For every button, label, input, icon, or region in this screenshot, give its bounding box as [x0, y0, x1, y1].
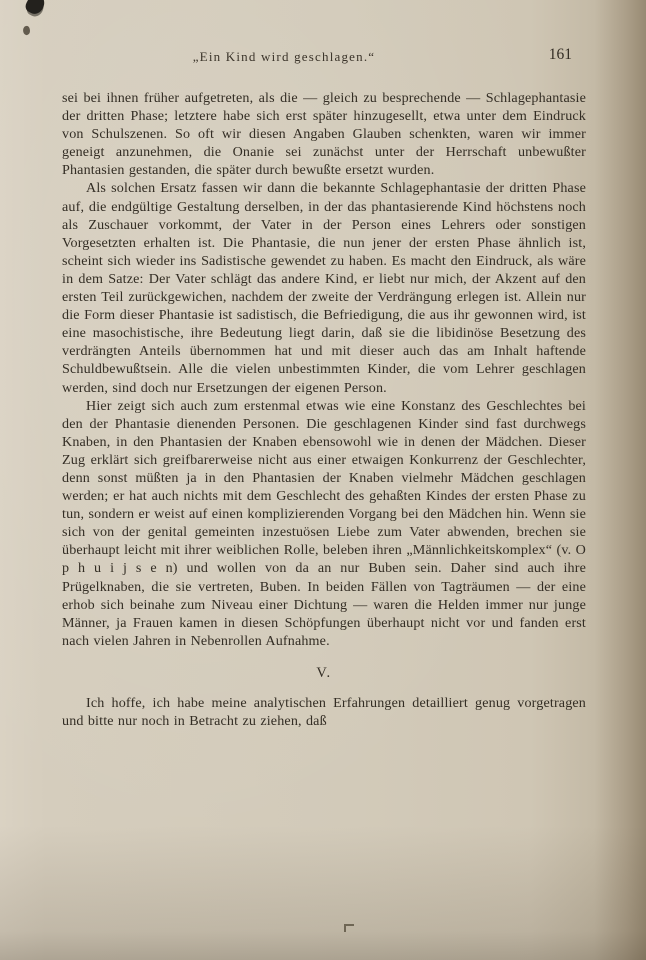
paragraph: Hier zeigt sich auch zum erstenmal etwas wie eine Konstanz des Geschlechtes bei den der Phantasie dienenden Personen. Die geschlagenen Kinder sind fast durchwegs Knaben, in den Phantasien der Knaben ebensowohl wie in denen der Mädchen. Dieser Zug erklärt sich greifbarerweise nicht aus einer etwaigen Konkurrenz der Geschlechter, denn sonst müßten ja in den Phantasien der Knaben vielmehr Mädchen geschlagen werden; er hat auch nichts mit dem Geschlecht des gehaßten Kindes der ersten Phase zu tun, sondern er weist auf einen komplizierenden Vorgang bei den Mädchen hin. Wenn sie sich von der genital gemeinten inzestuösen Liebe zum Vater abwenden, brechen sie überhaupt leicht mit ihrer weiblichen Rolle, beleben ihren „Männlichkeitskomplex“ (v. O p h u i j s e n) und wollen von da an nur Buben sein. Daher sind auch ihre Prügelknaben, die sie vertreten, Buben. In beiden Fällen von Tagträumen — der eine erhob sich beinahe zum Niveau einer Dichtung — waren die Helden immer nur junge Männer, ja Frauen kamen in diesen Schöpfungen überhaupt nicht vor und fanden erst nach vielen Jahren in Nebenrollen Aufnahme.	[62, 397, 586, 649]
paragraph: Ich hoffe, ich habe meine analytischen Erfahrungen detailliert genug vorgetragen und bitte nur noch in Betracht zu ziehen, daß	[62, 695, 586, 730]
section-heading: V.	[316, 664, 332, 681]
paragraph: sei bei ihnen früher aufgetreten, als die — gleich zu besprechende — Schlagephantasie der dritten Phase; letztere habe sich erst später hinzugesellt, etwa unter dem Eindruck von Schulszenen. So oft wir diesen Angaben Glauben schenkten, waren wir immer geneigt anzunehmen, die Onanie sei zunächst unter der Herrschaft unbewußter Phantasien gestanden, die später durch bewußte ersetzt wurden.	[62, 90, 586, 179]
paragraph: Als solchen Ersatz fassen wir dann die bekannte Schlagephantasie der dritten Phase auf, die endgültige Gestaltung derselben, in der das phantasierende Kind höchstens noch als Zuschauer vorkommt, der Vater in der Person eines Lehrers oder sonstigen Vorgesetzten erhalten ist. Die Phantasie, die nun jener der ersten Phase ähnlich ist, scheint sich wieder ins Sadistische gewendet zu haben. Es macht den Eindruck, als wäre in dem Satze: Der Vater schlägt das andere Kind, er liebt nur mich, der Akzent auf den ersten Teil zurückgewichen, nachdem der zweite der Verdrängung erlegen ist. Allein nur die Form dieser Phantasie ist sadistisch, die Befriedigung, die aus ihr gewonnen wird, ist eine masochistische, ihre Bedeutung liegt darin, daß sie die libidinöse Besetzung des verdrängten Anteils übernommen hat und mit dieser auch das am Inhalt haftende Schuldbewußtsein. Alle die vielen unbestimmten Kinder, die vom Lehrer geschlagen werden, sind doch nur Ersetzungen der eigenen Person.	[62, 180, 586, 396]
ink-mark	[344, 924, 354, 932]
ink-smudge	[22, 25, 31, 36]
page-number: 161	[548, 46, 572, 63]
page-header	[62, 46, 586, 69]
text-block	[62, 89, 586, 730]
running-title: „Ein Kind wird geschlagen.“	[192, 49, 376, 64]
ink-smudge	[23, 0, 47, 17]
